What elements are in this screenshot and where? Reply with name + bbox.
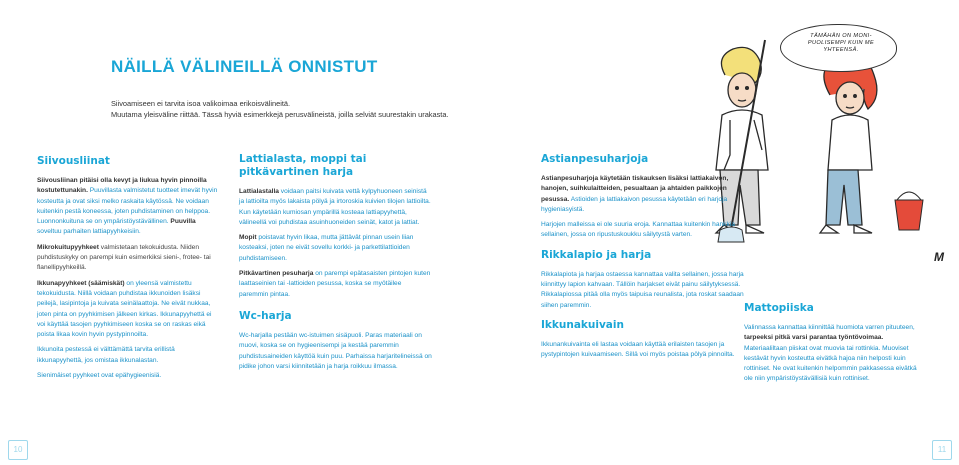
bold-term: Mopit [239,234,257,242]
bold-lead: Astianpesuharjoja käytetään tiskauksen lisäksi lattiakaivon, hanojen, suihkulaitteiden, pesualtaan ja ahtaiden paikkojen pesussa. [541,175,729,203]
paragraph: Rikkalapiota ja harjaa ostaessa kannattaa valita sellainen, jossa harja kiinnittyy lapion kahvaan. Tällöin harjakset eivät painu säilytyksessä. Rikkalapiossa pitää olla myös taipuisa reunalista, jota roskat saadaan siihen paremmin. [541,270,744,309]
column-astianpesuharjoja [541,153,751,366]
heading-rikkalapio: Rikkalapio ja harja [541,248,652,261]
page-number-left-box [8,440,28,460]
page-number-right: 11 [937,445,947,454]
page-title: NÄILLÄ VÄLINEILLÄ ONNISTUT [111,57,378,76]
paragraph-text: valmistetaan tekokuidusta. Niiden puhdistuskyky on parempi kuin esimerkiksi sieni-, frotee- tai flanellipyyhkeillä. [37,243,211,272]
intro-line-2: Muutama yleisväline riittää. Tässä hyviä esimerkkejä perusvälineistä, joilla selviät suurestakin urakasta. [111,109,449,119]
page-number-right-box [932,440,952,460]
bold-term: tarpeeksi pitkä varsi parantaa työntövoimaa. [744,334,884,342]
heading-ikkunakuivain: Ikkunakuivain [541,318,624,331]
highlight-text: Puuvillasta valmistetut tuotteet imevät hyvin kosteutta ja ovat siksi melko raskaita käytössä. Ne voidaan kuitenkin pestä koneessa, joten puhdistaminen on helppoa. Luonnonkuituna se on ympäristöystävällinen. [37,187,218,226]
column-mattopiiska [744,302,924,390]
paragraph [239,269,432,300]
bold-term: Ikkunapyyhkeet (säämiskät) [37,279,125,287]
paragraph [239,187,432,228]
illustrator-signature: M [934,250,944,264]
highlight-text: poistavat hyvin likaa, mutta jättävät pinnan usein liian kosteaksi, joten ne eivät sovellu korkki- ja parkettilattioiden puhdistamiseen. [239,234,414,262]
heading-astianpesuharjoja: Astianpesuharjoja [541,153,649,165]
bold-term: Puuvilla [168,218,196,226]
heading-mattopiiska: Mattopiiska [744,302,814,314]
heading-wc-harja: Wc-harja [239,309,292,322]
bold-term: Mikrokuitupyyhkeet [37,243,99,251]
highlight-text: Valinnassa kannattaa kiinnittää huomiota varren pituuteen, [744,324,915,331]
highlight-text: Materiaaliltaan piiskat ovat muovia tai rottinkia. Muoviset kestävät hyvin kosteutta eivätkä hajoa niin helposti kuin rottiniset. Ne ovat kuitenkin helpommin pakkasessa eivätkä ole niin ympäristöystävällisiä kuin rottiniset. [744,344,917,383]
intro-text [111,99,449,120]
bold-term: Pitkävartinen pesuharja [239,270,314,278]
column-lattialasta [239,153,432,377]
page-number-left: 10 [13,445,23,454]
heading-lattialasta: Lattialasta, moppi tai pitkävartinen harja [239,153,367,178]
highlight-text: soveltuu parhaiten lattiapyyhkeisiin. [37,228,141,236]
paragraph: Ikkunoita pestessä ei välttämättä tarvita erillistä ikkunapyyhettä, jos omistaa ikkunalastan. [37,346,175,364]
highlight-text: on yleensä valmistettu tekokuidusta. Niillä voidaan puhdistaa ikkunoiden lisäksi peilejä, lasipintoja ja kuivata seinälaattoja. Ne eivät nukkaa, joten pinta on pyyhkimisen jälkeen kirkas. Ikkunapyyhettä ei voi käyttää tasojen pyyhkimiseen koska se on raskas eikä poista likaa kovin hyvin pystypinnoilta. [37,279,212,339]
speech-bubble-text: TÄMÄHÄN ON MONI-PUOLISEMPI KUIN ME YHTEENSÄ. [807,33,875,53]
bold-term: Lattialastalla [239,188,279,195]
paragraph: Ikkunankuivainta eli lastaa voidaan käyttää erilaisten tasojen ja pystypintojen kuivaamiseen. Sillä voi myös poistaa pölyä pinnoilta. [541,340,735,359]
highlight-text: Astioiden ja lattiakaivon pesussa käytetään eri harjoja hygieniasyistä. [541,195,728,213]
paragraph [239,233,432,264]
bold-lead: Siivousliinan pitäisi olla kevyt ja liukua hyvin pinnoilla kostutettunakin. [37,177,207,195]
heading-siivousliinat: Siivousliinat [37,155,110,167]
paragraph [541,174,751,215]
intro-line-1: Siivoamiseen ei tarvita isoa valikoimaa erikoisvälineitä. [111,99,291,108]
paragraph: Sienimäiset pyyhkeet ovat epähygieenisiä. [37,372,162,380]
paragraph [37,279,221,341]
paragraph [744,323,924,385]
paragraph [37,243,221,274]
highlight-text: voidaan paitsi kuivata vettä kylpyhuoneen seinistä ja lattioilta myös lakaista pölyä ja irtoroskia kuivien tilojen lattioilta. Kun käytetään kumiosan ympärillä kosteaa lattiapyyhettä, välineellä voi puhdistaa asuinhuoneiden seinät, katot ja lattiat. [239,188,431,226]
paragraph [37,176,221,238]
column-siivousliinat [37,155,221,386]
paragraph: Harjojen malleissa ei ole suuria eroja. Kannattaa kuitenkin hankkia sellainen, jossa on ripustuskoukku säilytystä varten. [541,221,735,239]
paragraph: Wc-harjalla pestään wc-istuimen sisäpuoli. Paras materiaali on muovi, koska se on hygieenisempi ja kestää paremmin puhdistusaineiden käyttöä kuin puu. Parhaissa harjaritelineissä on pidike johon varsi kiinnitetään ja harja roikkuu ilmassa. [239,331,432,370]
highlight-text: on parempi epätasaisten pintojen kuten laattaseinien tai -lattioiden pesussa, koska se myötäilee paremmin pintaa. [239,270,431,298]
